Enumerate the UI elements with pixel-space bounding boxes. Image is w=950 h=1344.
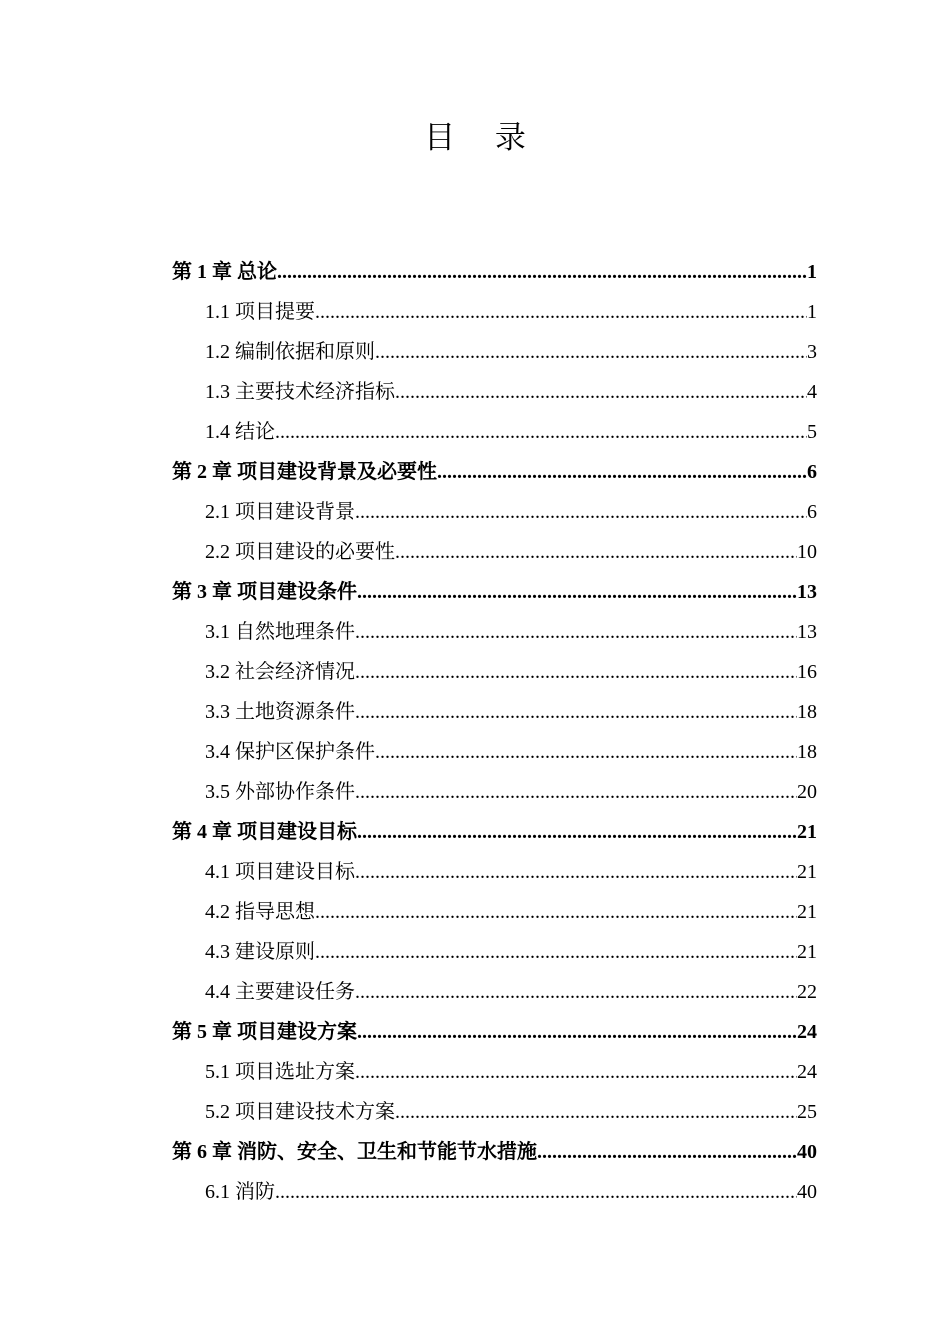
toc-entry-label: 1.3 主要技术经济指标 [205, 381, 395, 403]
toc-page-number: 25 [797, 1101, 817, 1123]
page-title: 目 录 [424, 120, 542, 155]
toc-page-number: 40 [797, 1141, 817, 1163]
toc-entry-label: 1.1 项目提要 [205, 301, 315, 323]
toc-page-number: 13 [797, 621, 817, 643]
toc-page-number: 24 [797, 1021, 817, 1043]
toc-chapter-entry[interactable] [172, 572, 817, 612]
toc-dot-leader [355, 772, 797, 812]
toc-dot-leader [357, 1012, 797, 1052]
toc-entry-label: 第 5 章 项目建设方案 [172, 1021, 357, 1043]
toc-page-number: 6 [807, 501, 817, 523]
toc-section-entry[interactable] [172, 972, 817, 1012]
toc-page-number: 18 [797, 741, 817, 763]
toc-page-number: 21 [797, 861, 817, 883]
toc-dot-leader [315, 932, 797, 972]
toc-dot-leader [537, 1132, 797, 1172]
toc-page-number: 16 [797, 661, 817, 683]
toc-section-entry[interactable] [172, 692, 817, 732]
toc-page-number: 10 [797, 541, 817, 563]
toc-page-number: 22 [797, 981, 817, 1003]
toc-section-entry[interactable] [172, 1052, 817, 1092]
table-of-contents [172, 252, 817, 1212]
toc-page-number: 4 [807, 381, 817, 403]
toc-section-entry[interactable] [172, 732, 817, 772]
toc-entry-label: 3.1 自然地理条件 [205, 621, 355, 643]
toc-entry-label: 6.1 消防 [205, 1181, 275, 1203]
toc-page-number: 1 [807, 261, 817, 283]
toc-entry-label: 4.1 项目建设目标 [205, 861, 355, 883]
toc-section-entry[interactable] [172, 852, 817, 892]
toc-section-entry[interactable] [172, 372, 817, 412]
toc-dot-leader [375, 332, 807, 372]
toc-dot-leader [375, 732, 797, 772]
toc-section-entry[interactable] [172, 772, 817, 812]
toc-entry-label: 4.2 指导思想 [205, 901, 315, 923]
toc-entry-label: 3.5 外部协作条件 [205, 781, 355, 803]
toc-entry-label: 第 3 章 项目建设条件 [172, 581, 357, 603]
toc-page-number: 21 [797, 901, 817, 923]
toc-entry-label: 3.4 保护区保护条件 [205, 741, 375, 763]
toc-section-entry[interactable] [172, 1092, 817, 1132]
toc-entry-label: 1.4 结论 [205, 421, 275, 443]
toc-entry-label: 3.2 社会经济情况 [205, 661, 355, 683]
toc-entry-label: 第 4 章 项目建设目标 [172, 821, 357, 843]
toc-dot-leader [395, 372, 807, 412]
toc-dot-leader [315, 292, 807, 332]
toc-entry-label: 3.3 土地资源条件 [205, 701, 355, 723]
toc-dot-leader [395, 532, 797, 572]
toc-page-number: 21 [797, 821, 817, 843]
toc-dot-leader [315, 892, 797, 932]
toc-dot-leader [357, 572, 797, 612]
toc-dot-leader [355, 612, 797, 652]
toc-dot-leader [355, 1052, 797, 1092]
toc-dot-leader [275, 1172, 797, 1212]
toc-page-number: 3 [807, 341, 817, 363]
toc-section-entry[interactable] [172, 492, 817, 532]
toc-section-entry[interactable] [172, 332, 817, 372]
toc-page-number: 18 [797, 701, 817, 723]
toc-entry-label: 4.4 主要建设任务 [205, 981, 355, 1003]
toc-page-number: 21 [797, 941, 817, 963]
toc-entry-label: 2.2 项目建设的必要性 [205, 541, 395, 563]
toc-entry-label: 5.2 项目建设技术方案 [205, 1101, 395, 1123]
toc-dot-leader [355, 652, 797, 692]
toc-page-number: 6 [807, 461, 817, 483]
toc-dot-leader [355, 972, 797, 1012]
toc-section-entry[interactable] [172, 932, 817, 972]
toc-entry-label: 2.1 项目建设背景 [205, 501, 355, 523]
toc-dot-leader [355, 492, 807, 532]
toc-chapter-entry[interactable] [172, 812, 817, 852]
toc-section-entry[interactable] [172, 652, 817, 692]
toc-page-number: 5 [807, 421, 817, 443]
toc-entry-label: 5.1 项目选址方案 [205, 1061, 355, 1083]
toc-entry-label: 1.2 编制依据和原则 [205, 341, 375, 363]
toc-section-entry[interactable] [172, 292, 817, 332]
toc-section-entry[interactable] [172, 1172, 817, 1212]
toc-dot-leader [357, 812, 797, 852]
toc-dot-leader [355, 692, 797, 732]
toc-chapter-entry[interactable] [172, 252, 817, 292]
toc-dot-leader [437, 452, 807, 492]
toc-entry-label: 第 2 章 项目建设背景及必要性 [172, 461, 437, 483]
toc-dot-leader [277, 252, 807, 292]
toc-dot-leader [275, 412, 807, 452]
toc-section-entry[interactable] [172, 532, 817, 572]
toc-entry-label: 第 6 章 消防、安全、卫生和节能节水措施 [172, 1141, 537, 1163]
toc-chapter-entry[interactable] [172, 1132, 817, 1172]
toc-dot-leader [355, 852, 797, 892]
toc-page-number: 1 [807, 301, 817, 323]
toc-page-number: 13 [797, 581, 817, 603]
toc-entry-label: 第 1 章 总论 [172, 261, 277, 283]
toc-page-number: 40 [797, 1181, 817, 1203]
toc-entry-label: 4.3 建设原则 [205, 941, 315, 963]
toc-dot-leader [395, 1092, 797, 1132]
toc-page-number: 24 [797, 1061, 817, 1083]
toc-chapter-entry[interactable] [172, 452, 817, 492]
toc-page-number: 20 [797, 781, 817, 803]
toc-section-entry[interactable] [172, 412, 817, 452]
toc-section-entry[interactable] [172, 892, 817, 932]
toc-section-entry[interactable] [172, 612, 817, 652]
toc-chapter-entry[interactable] [172, 1012, 817, 1052]
